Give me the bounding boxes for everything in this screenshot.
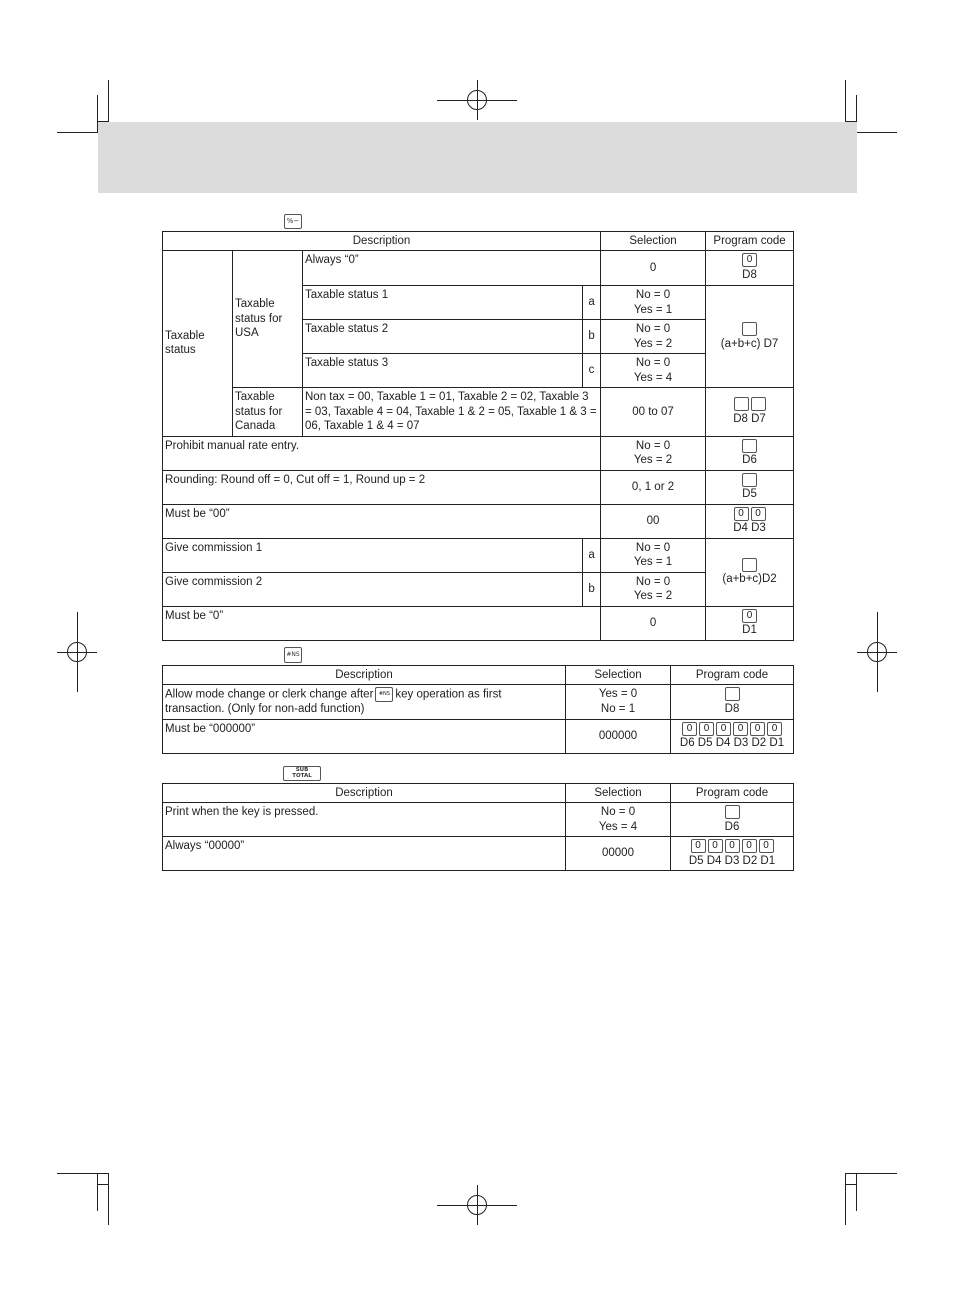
selection-yes: Yes = 2 xyxy=(633,590,673,603)
manual-rate-selection xyxy=(601,436,706,470)
desc-before: Allow mode change or clerk change after xyxy=(165,688,374,701)
subtotal-key-icon xyxy=(283,766,321,781)
taxable-status-3-letter: c xyxy=(583,354,601,388)
selection-no: No = 0 xyxy=(635,289,671,301)
must-0-desc: Must be “0” xyxy=(163,606,601,640)
code-label: (a+b+c) D7 xyxy=(720,337,779,350)
selection-yes: Yes = 1 xyxy=(633,556,673,569)
code-label: D1 xyxy=(742,624,757,637)
selection-header: Selection xyxy=(601,232,706,251)
rounding-selection: 0, 1 or 2 xyxy=(601,470,706,504)
taxable-status-2-desc: Taxable status 2 xyxy=(303,320,583,354)
taxable-status-code xyxy=(706,286,794,388)
canada-code xyxy=(706,388,794,437)
taxable-status-label: Taxable status xyxy=(163,251,233,437)
description-header: Description xyxy=(163,666,566,685)
digit-box: 0 xyxy=(682,722,697,736)
allow-mode-change-selection xyxy=(566,685,671,720)
input-box xyxy=(734,397,749,411)
taxable-status-1-desc: Taxable status 1 xyxy=(303,286,583,320)
code-label: D8 xyxy=(724,702,740,715)
selection-yes: Yes = 1 xyxy=(633,303,673,316)
digit-box: 0 xyxy=(691,839,706,853)
always-zero-code xyxy=(706,251,794,286)
selection-no: No = 0 xyxy=(635,357,671,369)
selection-no: No = 0 xyxy=(635,323,671,335)
digit-box: 0 xyxy=(759,839,774,853)
header-band xyxy=(98,122,857,193)
allow-mode-change-desc xyxy=(163,685,566,720)
subtotal-key-line2: TOTAL xyxy=(292,772,312,779)
taxable-status-2-selection xyxy=(601,320,706,354)
always-zero-selection: 0 xyxy=(601,251,706,286)
digit-box: 0 xyxy=(742,253,757,267)
commission-code xyxy=(706,538,794,606)
canada-selection: 00 to 07 xyxy=(601,388,706,437)
subtotal-key-program-table xyxy=(162,783,794,871)
selection-yes: Yes = 4 xyxy=(598,820,638,833)
always-00000-selection: 00000 xyxy=(566,837,671,871)
no-sale-key-program-table xyxy=(162,665,794,754)
selection-yes: Yes = 2 xyxy=(633,337,673,350)
desc-after: key operation as first transaction. (Only for non-add function) xyxy=(165,688,502,716)
digit-box: 0 xyxy=(708,839,723,853)
selection-yes: Yes = 0 xyxy=(598,688,638,701)
digit-box: 0 xyxy=(742,839,757,853)
must-00-code xyxy=(706,504,794,538)
must-0-selection: 0 xyxy=(601,606,706,640)
commission-1-selection xyxy=(601,538,706,572)
taxable-status-1-selection xyxy=(601,286,706,320)
input-box xyxy=(725,805,740,819)
subtotal-key-line1: SUB xyxy=(295,767,309,773)
print-selection xyxy=(566,803,671,837)
selection-yes: Yes = 2 xyxy=(633,454,673,467)
program-code-header: Program code xyxy=(671,784,794,803)
no-sale-key-icon: #NS xyxy=(284,647,302,663)
code-label: D5 xyxy=(742,488,757,501)
code-label: D5 D4 D3 D2 D1 xyxy=(688,854,776,867)
digit-box: 0 xyxy=(767,722,782,736)
rounding-desc: Rounding: Round off = 0, Cut off = 1, Round up = 2 xyxy=(163,470,601,504)
commission-1-letter: a xyxy=(583,538,601,572)
taxable-status-3-desc: Taxable status 3 xyxy=(303,354,583,388)
selection-no: No = 1 xyxy=(600,702,636,715)
must-00-selection: 00 xyxy=(601,504,706,538)
digit-box: 0 xyxy=(750,722,765,736)
code-label: D8 xyxy=(742,269,757,282)
code-label: D6 D5 D4 D3 D2 D1 xyxy=(679,737,785,750)
selection-no: No = 0 xyxy=(635,541,671,554)
canada-label: Taxable status for Canada xyxy=(233,388,303,437)
print-desc: Print when the key is pressed. xyxy=(163,803,566,837)
print-code xyxy=(671,803,794,837)
no-sale-key-icon: #NS xyxy=(375,687,393,702)
percent-key-program-table xyxy=(162,231,794,641)
always-00000-desc: Always “00000” xyxy=(163,837,566,871)
selection-no: No = 0 xyxy=(635,575,671,588)
selection-yes: Yes = 4 xyxy=(633,371,673,384)
digit-box: 0 xyxy=(699,722,714,736)
input-box xyxy=(742,473,757,487)
description-header: Description xyxy=(163,232,601,251)
canada-desc: Non tax = 00, Taxable 1 = 01, Taxable 2 = 02, Taxable 3 = 03, Taxable 4 = 04, Taxable 1 & 2 = 05, Taxable 1 & 3 = 06, Taxable 1 & 4 = 07 xyxy=(303,388,601,437)
must-000000-selection: 000000 xyxy=(566,719,671,753)
selection-header: Selection xyxy=(566,666,671,685)
code-label: (a+b+c)D2 xyxy=(722,573,777,586)
must-00-desc: Must be “00” xyxy=(163,504,601,538)
must-000000-desc: Must be “000000” xyxy=(163,719,566,753)
commission-1-desc: Give commission 1 xyxy=(163,538,583,572)
input-box xyxy=(751,397,766,411)
allow-mode-change-code xyxy=(671,685,794,720)
input-box xyxy=(725,687,740,701)
selection-no: No = 0 xyxy=(635,439,671,452)
description-header: Description xyxy=(163,784,566,803)
commission-2-desc: Give commission 2 xyxy=(163,572,583,606)
percent-key-icon: %− xyxy=(284,214,302,229)
selection-no: No = 0 xyxy=(600,806,636,819)
taxable-status-2-letter: b xyxy=(583,320,601,354)
must-0-code xyxy=(706,606,794,640)
digit-box: 0 xyxy=(742,609,757,623)
digit-box: 0 xyxy=(734,507,749,521)
taxable-status-1-letter: a xyxy=(583,286,601,320)
selection-header: Selection xyxy=(566,784,671,803)
manual-rate-desc: Prohibit manual rate entry. xyxy=(163,436,601,470)
manual-rate-code xyxy=(706,436,794,470)
digit-box: 0 xyxy=(716,722,731,736)
code-label: D6 xyxy=(742,454,757,467)
code-label: D4 D3 xyxy=(733,522,766,535)
program-code-header: Program code xyxy=(671,666,794,685)
taxable-status-3-selection xyxy=(601,354,706,388)
commission-2-selection xyxy=(601,572,706,606)
digit-box: 0 xyxy=(751,507,766,521)
rounding-code xyxy=(706,470,794,504)
code-label: D8 D7 xyxy=(733,412,766,425)
digit-box: 0 xyxy=(733,722,748,736)
code-label: D6 xyxy=(724,820,740,833)
input-box xyxy=(742,322,757,336)
always-00000-code xyxy=(671,837,794,871)
program-code-header: Program code xyxy=(706,232,794,251)
must-000000-code xyxy=(671,719,794,753)
digit-box: 0 xyxy=(725,839,740,853)
usa-label: Taxable status for USA xyxy=(233,251,303,388)
commission-2-letter: b xyxy=(583,572,601,606)
input-box xyxy=(742,558,757,572)
always-zero-desc: Always “0” xyxy=(303,251,601,286)
input-box xyxy=(742,439,757,453)
